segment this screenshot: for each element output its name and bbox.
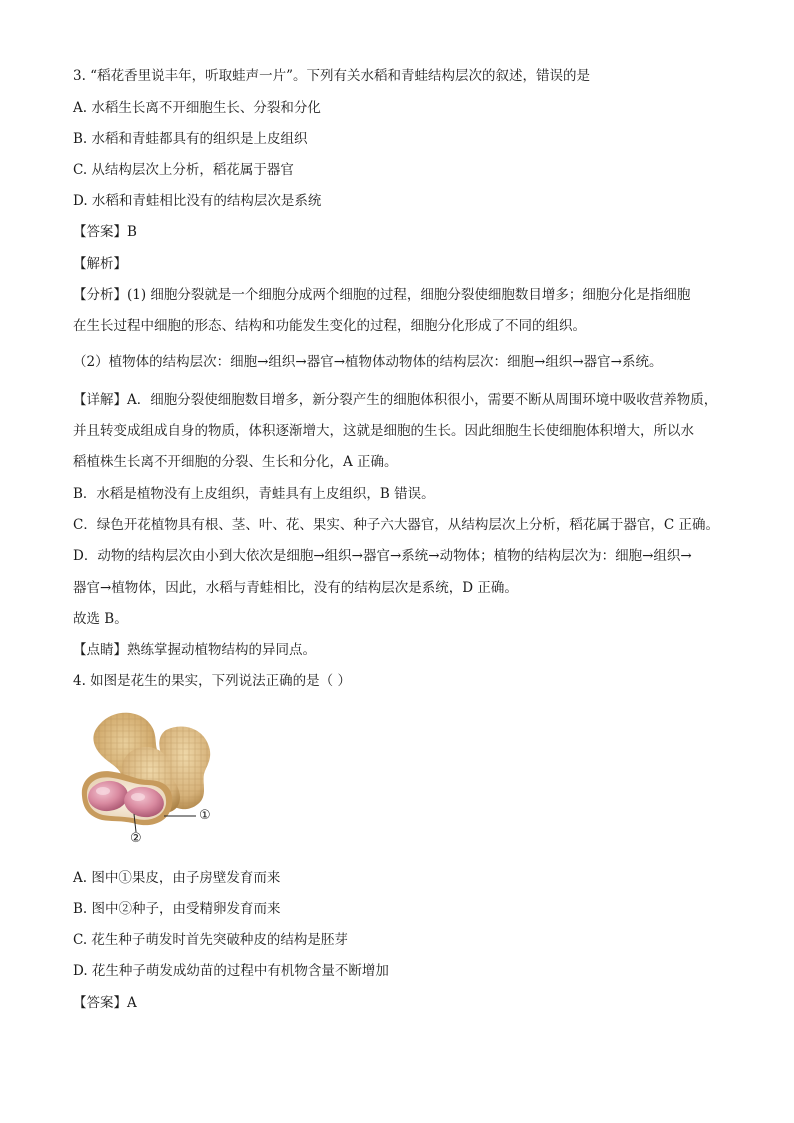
q3-detail-line-2: 并且转变成组成自身的物质，体积逐渐增大，这就是细胞的生长。因此细胞生长使细胞体积增大，所以水	[73, 423, 694, 439]
q3-detail-line-8: 故选 B。	[73, 611, 128, 627]
q4-option-d: D. 花生种子萌发成幼苗的过程中有机物含量不断增加	[73, 963, 389, 979]
q4-stem: 4. 如图是花生的果实，下列说法正确的是（ ）	[73, 673, 351, 689]
q3-analysis-line-1: 【分析】(1) 细胞分裂就是一个细胞分成两个细胞的过程，细胞分裂使细胞数目增多；细胞分化是指细胞	[73, 287, 691, 303]
label-pericarp: ①	[199, 808, 211, 823]
q4-option-a: A. 图中①果皮，由子房壁发育而来	[73, 870, 281, 886]
q3-option-d: D. 水稻和青蛙相比没有的结构层次是系统	[73, 193, 322, 209]
q3-detail-line-6: D．动物的结构层次由小到大依次是细胞→组织→器官→系统→动物体；植物的结构层次为：细胞→组织→	[73, 548, 692, 564]
q3-analysis-line-2: 在生长过程中细胞的形态、结构和功能发生变化的过程，细胞分化形成了不同的组织。	[73, 318, 586, 334]
q3-option-c: C. 从结构层次上分析，稻花属于器官	[73, 162, 294, 178]
q3-tip: 【点睛】熟练掌握动植物结构的异同点。	[73, 642, 316, 658]
q3-detail-line-1: 【详解】A．细胞分裂使细胞数目增多，新分裂产生的细胞体积很小，需要不断从周围环境中吸收营养物质，	[73, 392, 718, 408]
q4-option-c: C. 花生种子萌发时首先突破种皮的结构是胚芽	[73, 932, 348, 948]
label-seed: ②	[130, 831, 142, 846]
q3-detail-line-5: C．绿色开花植物具有根、茎、叶、花、果实、种子六大器官，从结构层次上分析，稻花属于器官，C 正确。	[73, 517, 719, 533]
q4-option-b: B. 图中②种子，由受精卵发育而来	[73, 901, 281, 917]
q3-stem: 3. “稻花香里说丰年，听取蛙声一片”。下列有关水稻和青蛙结构层次的叙述，错误的是	[73, 68, 590, 84]
peanut-figure	[78, 704, 228, 854]
q3-detail-line-3: 稻植株生长离不开细胞的分裂、生长和分化，A 正确。	[73, 454, 398, 470]
peanut-illustration	[78, 704, 228, 854]
q3-analysis-line-3: （2）植物体的结构层次：细胞→组织→器官→植物体动物体的结构层次：细胞→组织→器官→系统。	[73, 354, 663, 370]
q3-option-b: B. 水稻和青蛙都具有的组织是上皮组织	[73, 131, 308, 147]
q3-detail-line-7: 器官→植物体，因此，水稻与青蛙相比，没有的结构层次是系统，D 正确。	[73, 580, 518, 596]
q3-detail-line-4: B．水稻是植物没有上皮组织，青蛙具有上皮组织，B 错误。	[73, 486, 435, 502]
q3-answer: 【答案】B	[73, 224, 137, 240]
q3-analysis-title: 【解析】	[73, 256, 127, 272]
q4-answer: 【答案】A	[73, 995, 137, 1011]
q3-option-a: A. 水稻生长离不开细胞生长、分裂和分化	[73, 100, 321, 116]
